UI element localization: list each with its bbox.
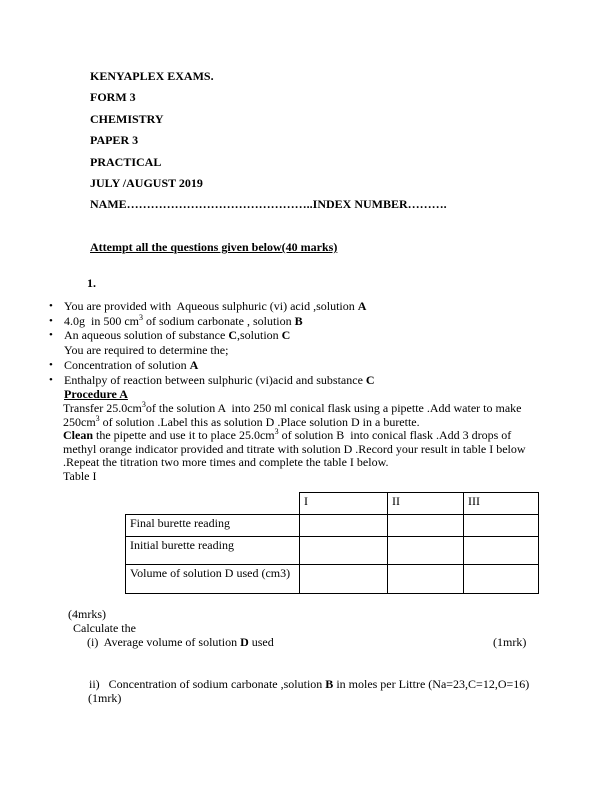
- text-segment: (i) Average volume of solution: [87, 635, 241, 649]
- paragraph-line: [63, 443, 553, 457]
- text-segment: D: [240, 635, 249, 649]
- paragraph-line: [63, 402, 553, 416]
- bullet-icon: •: [49, 300, 53, 312]
- text-segment: Concentration of solution: [64, 357, 190, 372]
- text-segment: ii) Concentration of sodium carbonate ,solution: [89, 677, 326, 691]
- text-segment: of the solution A into 250 ml conical flask using a pipette .Add water to make: [145, 401, 522, 415]
- question-i-marks: (1mrk): [493, 635, 527, 649]
- text-segment: 250cm: [63, 414, 96, 429]
- paragraph-line: [63, 413, 553, 430]
- text-segment: Clean: [63, 428, 93, 442]
- table-cell: [388, 565, 464, 594]
- text-segment: C: [281, 328, 291, 343]
- header-line: JULY /AUGUST 2019: [90, 176, 203, 191]
- table-column-header: III: [464, 493, 539, 515]
- text-segment: of solution B into conical flask .Add 3 drops of: [278, 428, 512, 442]
- text-segment: C: [228, 328, 237, 343]
- header-line: CHEMISTRY: [90, 111, 164, 126]
- table-cell: [388, 537, 464, 565]
- list-item: [48, 343, 568, 358]
- list-item: [48, 299, 568, 314]
- row-label: Initial burette reading: [126, 537, 300, 565]
- header-line: PRACTICAL: [90, 154, 162, 169]
- table-column-header: I: [300, 493, 388, 515]
- text-segment: B: [325, 677, 334, 691]
- text-segment: in moles per Littre (Na=23,C=12,O=16): [333, 677, 530, 691]
- paragraph-line: [63, 429, 553, 443]
- table-cell: [300, 515, 388, 537]
- text-segment: the pipette and use it to place 25.0cm: [93, 428, 275, 442]
- text-segment: You are provided with Aqueous sulphuric (vi) acid ,solution: [64, 299, 358, 313]
- exam-header: [90, 66, 447, 216]
- question-number: 1.: [87, 276, 96, 290]
- text-segment: 3: [274, 427, 279, 436]
- table-corner-cell: [126, 493, 300, 515]
- table-marks-label: (4mrks): [68, 607, 106, 621]
- table-row: [126, 515, 539, 537]
- procedure-paragraph: [63, 402, 553, 483]
- name-index-line: NAME………………………………………..INDEX NUMBER……….: [90, 197, 447, 212]
- text-segment: ,solution: [236, 328, 282, 343]
- bullet-icon: •: [49, 358, 53, 371]
- table-cell: [464, 515, 539, 537]
- text-segment: C: [365, 372, 375, 387]
- bullet-icon: •: [49, 314, 53, 327]
- question-ii-text: [89, 677, 529, 692]
- text-segment: of sodium carbonate , solution: [143, 313, 295, 328]
- instructions-heading: Attempt all the questions given below(40 marks): [90, 240, 338, 254]
- text-segment: B: [294, 313, 303, 328]
- titration-table-wrap: [125, 492, 539, 594]
- list-item: [48, 328, 568, 343]
- text-segment: used: [248, 635, 274, 649]
- text-segment: of solution .Label this as solution D .Place solution D in a burette.: [99, 414, 420, 429]
- calculate-label: Calculate the: [73, 621, 136, 635]
- table-row: [126, 537, 539, 565]
- table-header-row: [126, 493, 539, 515]
- text-segment: A: [189, 357, 199, 372]
- text-segment: Procedure A: [64, 387, 128, 402]
- header-line: KENYAPLEX EXAMS.: [90, 69, 214, 83]
- header-line: PAPER 3: [90, 133, 139, 148]
- table-cell: [464, 565, 539, 594]
- table-row: [126, 565, 539, 594]
- text-segment: 3: [141, 400, 146, 409]
- list-item: [48, 358, 568, 373]
- list-item: [48, 314, 568, 329]
- materials-list: [48, 299, 568, 402]
- titration-table: [125, 492, 539, 594]
- text-segment: methyl orange indicator provided and titrate with solution D .Record your result in table I below: [63, 441, 526, 456]
- text-segment: 3: [95, 413, 100, 423]
- table-cell: [464, 537, 539, 565]
- paragraph-line: [63, 470, 553, 484]
- text-segment: An aqueous solution of substance: [64, 328, 229, 343]
- question-i-text: [87, 635, 274, 650]
- table-cell: [300, 565, 388, 594]
- row-label: Volume of solution D used (cm3): [126, 565, 300, 594]
- bullet-icon: •: [49, 373, 53, 386]
- table-cell: [388, 515, 464, 537]
- text-segment: Transfer 25.0cm: [63, 401, 142, 415]
- paragraph-line: [63, 456, 553, 470]
- text-segment: A: [357, 299, 367, 313]
- list-item: [48, 387, 568, 402]
- text-segment: 3: [139, 312, 143, 322]
- row-label: Final burette reading: [126, 515, 300, 537]
- header-line: FORM 3: [90, 90, 136, 105]
- text-segment: You are required to determine the;: [64, 343, 229, 358]
- text-segment: .Repeat the titration two more times and complete the table I below.: [63, 455, 389, 469]
- table-column-header: II: [388, 493, 464, 515]
- text-segment: Enthalpy of reaction between sulphuric (vi)acid and substance: [64, 372, 366, 387]
- table-cell: [300, 537, 388, 565]
- table-body: [126, 515, 539, 594]
- list-item: [48, 373, 568, 388]
- question-ii-marks: (1mrk): [88, 691, 122, 705]
- bullet-icon: •: [49, 329, 53, 342]
- text-segment: Table I: [63, 468, 97, 483]
- text-segment: 4.0g in 500 cm: [64, 313, 139, 328]
